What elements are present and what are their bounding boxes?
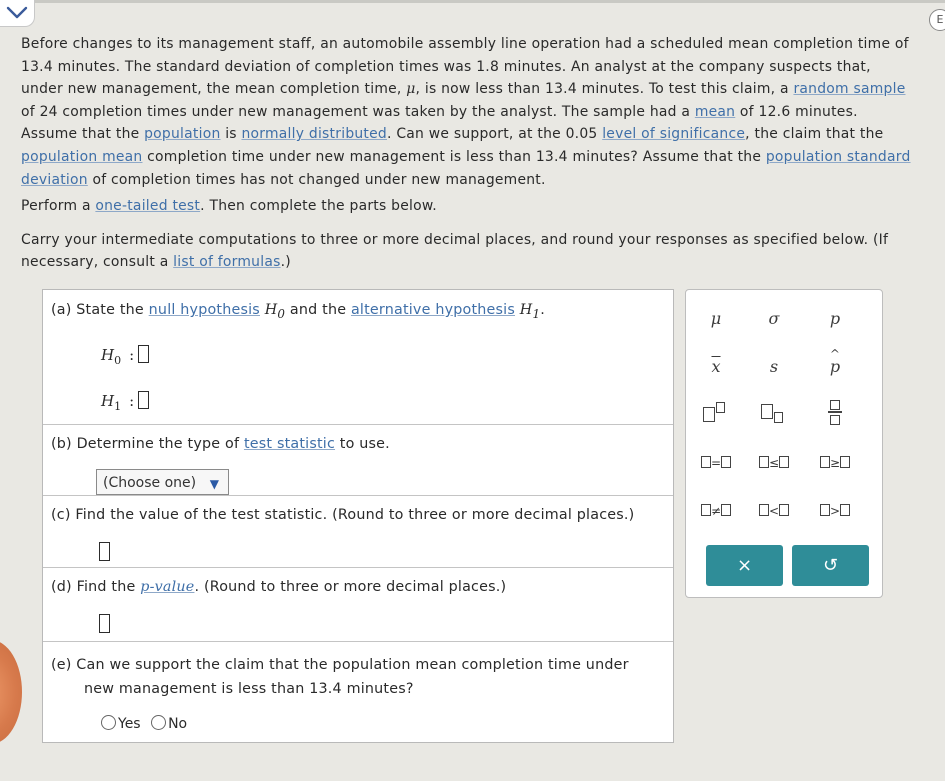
phat-icon: ^ p (829, 346, 841, 376)
part-a-text: (a) State the (51, 302, 149, 318)
part-a-section (43, 290, 673, 424)
fraction-key[interactable] (810, 397, 860, 427)
part-a-text: and the (285, 302, 351, 318)
instruction-text: . Then complete the parts below. (200, 198, 437, 214)
h1-symbol: H (101, 392, 115, 410)
sigma-icon: σ (768, 308, 780, 328)
population-mean-link[interactable]: population mean (21, 148, 143, 165)
part-e-label (51, 653, 629, 701)
superscript-icon (703, 402, 729, 422)
eq-symbol: = (710, 456, 722, 470)
reset-icon: ↺ (822, 555, 839, 576)
problem-text: . Can we support, at the (387, 126, 566, 143)
xbar-icon: $\overline{x}$ (711, 356, 721, 376)
h1-row (101, 391, 149, 413)
problem-text: completion time under new management is less than (142, 148, 536, 165)
s-icon: s (769, 356, 779, 376)
le-symbol: ≤ (768, 456, 780, 470)
yes-label: Yes (118, 716, 141, 732)
part-d-text: . (Round to three or more decimal places.) (194, 579, 507, 595)
part-b-text: (b) Determine the type of (51, 436, 244, 452)
carry-instruction (21, 229, 911, 273)
h0-symbol: H (264, 302, 278, 318)
equals-key[interactable] (691, 448, 741, 478)
greater-than-icon (820, 504, 850, 518)
not-equal-key[interactable] (691, 496, 741, 526)
problem-text: , the claim that the (745, 126, 884, 143)
h0-input[interactable] (138, 345, 149, 363)
yes-radio[interactable] (101, 715, 116, 730)
part-b-section (43, 424, 673, 496)
part-e-text: new management is less than 13.4 minutes? (84, 681, 414, 697)
no-radio[interactable] (151, 715, 166, 730)
less-than-key[interactable] (749, 496, 799, 526)
s-key[interactable] (749, 351, 799, 381)
h1-input[interactable] (138, 391, 149, 409)
question-panel (42, 289, 674, 743)
fraction-icon (828, 400, 842, 424)
perform-instruction (21, 198, 437, 214)
less-equal-icon (759, 456, 789, 470)
part-b-text: to use. (335, 436, 390, 452)
not-equal-icon (701, 504, 731, 518)
mu-key[interactable] (691, 303, 741, 333)
problem-text: completion times under new management was taken by the analyst. The sample had a (57, 103, 695, 120)
ge-symbol: ≥ (829, 456, 841, 470)
list-of-formulas-link[interactable]: list of formulas (173, 254, 281, 270)
problem-statement (21, 33, 911, 191)
instruction-text: Perform a (21, 198, 96, 214)
part-a-label (51, 302, 545, 321)
population-sd-value: 1.8 (476, 58, 500, 75)
one-tailed-test-link[interactable]: one-tailed test (95, 198, 201, 214)
edge-badge[interactable]: E (929, 9, 945, 31)
greater-equal-key[interactable] (810, 448, 860, 478)
significance-value: 0.05 (565, 126, 598, 143)
sigma-key[interactable] (749, 303, 799, 333)
problem-text: minutes? Assume that the (567, 148, 766, 165)
subscript-key[interactable] (749, 397, 799, 427)
instruction-text: Carry your intermediate computations to three or more decimal places, and round your responses as specified below. (If necessary, consult a (21, 232, 889, 270)
problem-text: , is now less than (415, 81, 545, 98)
close-icon: × (736, 555, 753, 576)
mean-link[interactable]: mean (694, 103, 736, 120)
null-hypothesis-link[interactable]: null hypothesis (148, 302, 260, 318)
part-b-label (51, 436, 390, 452)
reset-button[interactable] (792, 545, 869, 586)
collapse-chevron-button[interactable] (0, 0, 35, 27)
h1-subscript: 1 (114, 400, 122, 413)
less-equal-key[interactable] (749, 448, 799, 478)
sample-mean-value: 12.6 (758, 103, 791, 120)
h1-subscript: 1 (532, 306, 541, 321)
chevron-down-icon (6, 6, 28, 20)
hypothesized-mean: 13.4 (544, 81, 577, 98)
p-value-link[interactable]: p-value (140, 579, 195, 595)
problem-text: minutes. Assume that the (21, 103, 858, 143)
h0-subscript: 0 (114, 354, 122, 367)
hypothesized-mean: 13.4 (535, 148, 568, 165)
yes-no-radio-group (101, 715, 193, 732)
h0-subscript: 0 (277, 306, 286, 321)
part-d-text: (d) Find the (51, 579, 141, 595)
test-statistic-dropdown[interactable] (96, 469, 229, 495)
mu-icon: μ (710, 308, 722, 328)
part-e-text: (e) Can we support the claim that the population mean completion time under (51, 657, 629, 673)
problem-text: of completion times has not changed under new management. (87, 171, 546, 188)
hypothesized-mean: 13.4 (21, 58, 53, 75)
normally-distributed-link[interactable]: normally distributed (241, 126, 387, 143)
phat-key[interactable] (810, 346, 860, 381)
part-d-section (43, 567, 673, 642)
mu-symbol: μ (406, 81, 416, 98)
part-d-label (51, 579, 506, 595)
random-sample-link[interactable]: random sample (793, 81, 906, 98)
h0-colon: : (129, 346, 135, 364)
dropdown-value: (Choose one) (103, 475, 197, 491)
subscript-icon (761, 402, 787, 422)
problem-text: minutes. An analyst at the company suspects that, under new management, the mean completion time, (21, 58, 871, 98)
symbol-keypad (685, 289, 883, 598)
sample-size-value: 24 (39, 103, 58, 120)
top-border (0, 0, 945, 3)
greater-than-key[interactable] (810, 496, 860, 526)
problem-text: Before changes to its management staff, an automobile assembly line operation had a scheduled mean completion time of (21, 36, 909, 52)
p-value-input[interactable] (99, 614, 110, 633)
equals-icon (701, 456, 731, 470)
test-statistic-input[interactable] (99, 542, 110, 561)
part-c-section (43, 495, 673, 568)
ne-symbol: ≠ (710, 504, 722, 518)
p-key[interactable] (810, 303, 860, 333)
part-a-text: . (540, 302, 545, 318)
h1-colon: : (129, 392, 135, 410)
population-link[interactable]: population (144, 126, 221, 143)
test-statistic-link[interactable]: test statistic (243, 436, 336, 452)
level-of-significance-link[interactable]: level of significance (602, 126, 746, 143)
gt-symbol: > (829, 504, 841, 518)
problem-text: minutes. To test this claim, a (576, 81, 794, 98)
alternative-hypothesis-link[interactable]: alternative hypothesis (350, 302, 516, 318)
problem-text: of (21, 103, 40, 120)
part-c-label (51, 507, 634, 523)
part-e-section (43, 641, 673, 743)
population-sd-link[interactable]: population standard deviation (21, 148, 911, 188)
less-than-icon (759, 504, 789, 518)
h0-symbol: H (101, 346, 115, 364)
dropdown-arrow-icon: ▼ (209, 477, 219, 491)
greater-equal-icon (820, 456, 850, 470)
h1-symbol: H (519, 302, 533, 318)
problem-text: minutes. The standard deviation of completion times was (52, 58, 477, 75)
problem-text: is (220, 126, 242, 143)
p-icon: p (829, 308, 841, 328)
lt-symbol: < (768, 504, 780, 518)
part-c-text: (c) Find the value of the test statistic. (Round to three or more decimal places.) (51, 507, 635, 523)
xbar-key[interactable] (691, 351, 741, 381)
clear-button[interactable] (706, 545, 783, 586)
h0-row (101, 345, 149, 367)
problem-text: of (735, 103, 759, 120)
superscript-key[interactable] (691, 397, 741, 427)
finger-photo-artifact (0, 640, 22, 744)
phat-letter: p (829, 356, 841, 376)
no-label: No (168, 716, 188, 732)
instruction-text: .) (280, 254, 291, 270)
